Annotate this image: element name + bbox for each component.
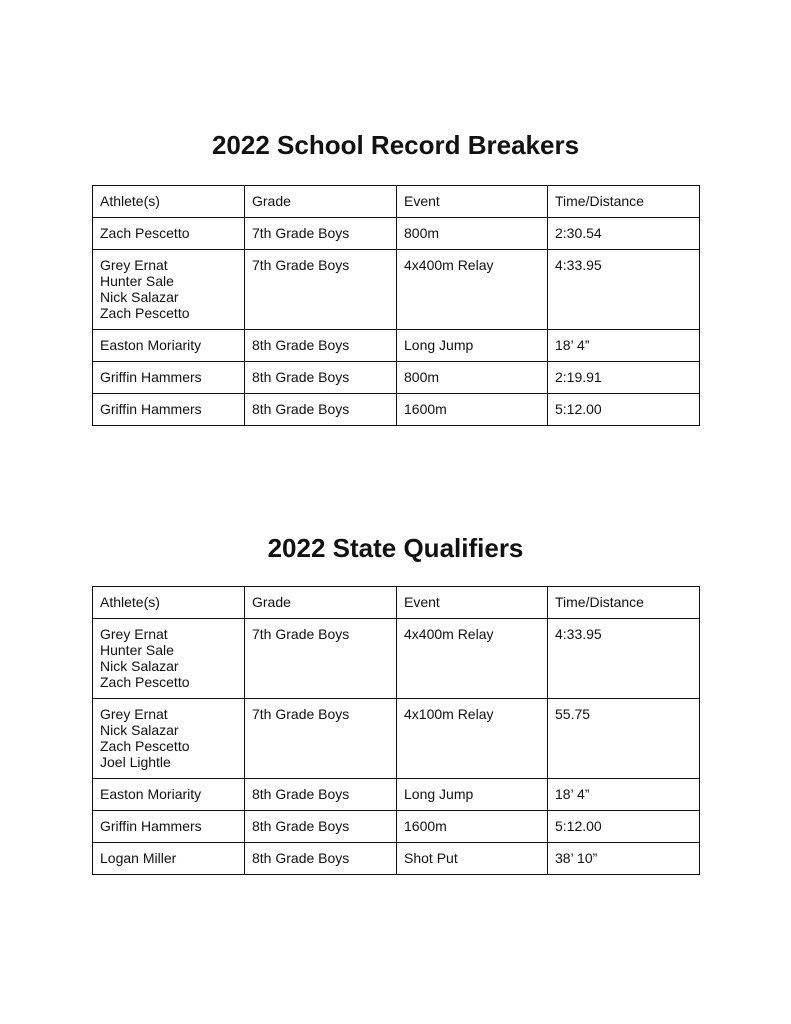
records-table: [92, 185, 700, 426]
time-distance-cell: 18’ 4”: [548, 779, 700, 811]
event-cell: Long Jump: [397, 779, 548, 811]
table-row: [93, 250, 700, 330]
athletes-cell: [93, 250, 245, 330]
column-header-athletes: Athlete(s): [93, 186, 245, 218]
time-distance-cell: 18’ 4”: [548, 330, 700, 362]
athlete-name: Zach Pescetto: [100, 738, 190, 754]
table-row: [93, 699, 700, 779]
column-header-grade: Grade: [245, 587, 397, 619]
athletes-cell: [93, 330, 245, 362]
athlete-name: Zach Pescetto: [100, 674, 190, 690]
athletes-cell: [93, 394, 245, 426]
grade-cell: 8th Grade Boys: [245, 330, 397, 362]
athletes-cell: [93, 811, 245, 843]
athlete-name: Griffin Hammers: [100, 401, 202, 417]
athlete-name: Grey Ernat: [100, 706, 168, 722]
athletes-cell: [93, 843, 245, 875]
event-cell: 1600m: [397, 394, 548, 426]
state-title: 2022 State Qualifiers: [267, 533, 524, 563]
state-table: [92, 586, 700, 875]
column-header-athletes: Athlete(s): [93, 587, 245, 619]
grade-cell: 7th Grade Boys: [245, 619, 397, 699]
event-cell: Long Jump: [397, 330, 548, 362]
column-header-event: Event: [397, 587, 548, 619]
athlete-name: Griffin Hammers: [100, 369, 202, 385]
athlete-name: Easton Moriarity: [100, 337, 202, 353]
time-distance-cell: 2:19.91: [548, 362, 700, 394]
table-header-row: [93, 587, 700, 619]
athlete-name: Nick Salazar: [100, 722, 179, 738]
athletes-cell: [93, 699, 245, 779]
grade-cell: 7th Grade Boys: [245, 218, 397, 250]
time-distance-cell: 5:12.00: [548, 811, 700, 843]
athletes-cell: [93, 619, 245, 699]
event-cell: 800m: [397, 218, 548, 250]
table-row: [93, 779, 700, 811]
time-distance-cell: 2:30.54: [548, 218, 700, 250]
records-table-body: [93, 218, 700, 426]
event-cell: Shot Put: [397, 843, 548, 875]
time-distance-cell: 55.75: [548, 699, 700, 779]
state-table-body: [93, 619, 700, 875]
time-distance-cell: 5:12.00: [548, 394, 700, 426]
event-cell: 800m: [397, 362, 548, 394]
grade-cell: 8th Grade Boys: [245, 843, 397, 875]
grade-cell: 7th Grade Boys: [245, 699, 397, 779]
athlete-name: Grey Ernat: [100, 626, 168, 642]
event-cell: 4x400m Relay: [397, 619, 548, 699]
grade-cell: 8th Grade Boys: [245, 362, 397, 394]
athlete-name: Hunter Sale: [100, 642, 174, 658]
event-cell: 4x400m Relay: [397, 250, 548, 330]
athlete-name: Hunter Sale: [100, 273, 174, 289]
time-distance-cell: 4:33.95: [548, 619, 700, 699]
table-row: [93, 619, 700, 699]
athlete-name: Griffin Hammers: [100, 818, 202, 834]
table-row: [93, 843, 700, 875]
event-cell: 4x100m Relay: [397, 699, 548, 779]
column-header-time-distance: Time/Distance: [548, 587, 700, 619]
column-header-event: Event: [397, 186, 548, 218]
records-title: 2022 School Record Breakers: [211, 130, 580, 160]
grade-cell: 8th Grade Boys: [245, 779, 397, 811]
grade-cell: 7th Grade Boys: [245, 250, 397, 330]
athlete-name: Nick Salazar: [100, 658, 179, 674]
athlete-name: Easton Moriarity: [100, 786, 202, 802]
time-distance-cell: 38’ 10”: [548, 843, 700, 875]
athlete-name: Zach Pescetto: [100, 225, 190, 241]
grade-cell: 8th Grade Boys: [245, 811, 397, 843]
column-header-time-distance: Time/Distance: [548, 186, 700, 218]
table-row: [93, 330, 700, 362]
table-row: [93, 811, 700, 843]
table-row: [93, 394, 700, 426]
athlete-name: Logan Miller: [100, 850, 177, 866]
table-row: [93, 218, 700, 250]
athlete-name: Nick Salazar: [100, 289, 179, 305]
event-cell: 1600m: [397, 811, 548, 843]
athlete-name: Zach Pescetto: [100, 305, 190, 321]
grade-cell: 8th Grade Boys: [245, 394, 397, 426]
athlete-name: Grey Ernat: [100, 257, 168, 273]
athletes-cell: [93, 218, 245, 250]
athletes-cell: [93, 362, 245, 394]
athlete-name: Joel Lightle: [100, 754, 171, 770]
athletes-cell: [93, 779, 245, 811]
table-row: [93, 362, 700, 394]
column-header-grade: Grade: [245, 186, 397, 218]
time-distance-cell: 4:33.95: [548, 250, 700, 330]
table-header-row: [93, 186, 700, 218]
